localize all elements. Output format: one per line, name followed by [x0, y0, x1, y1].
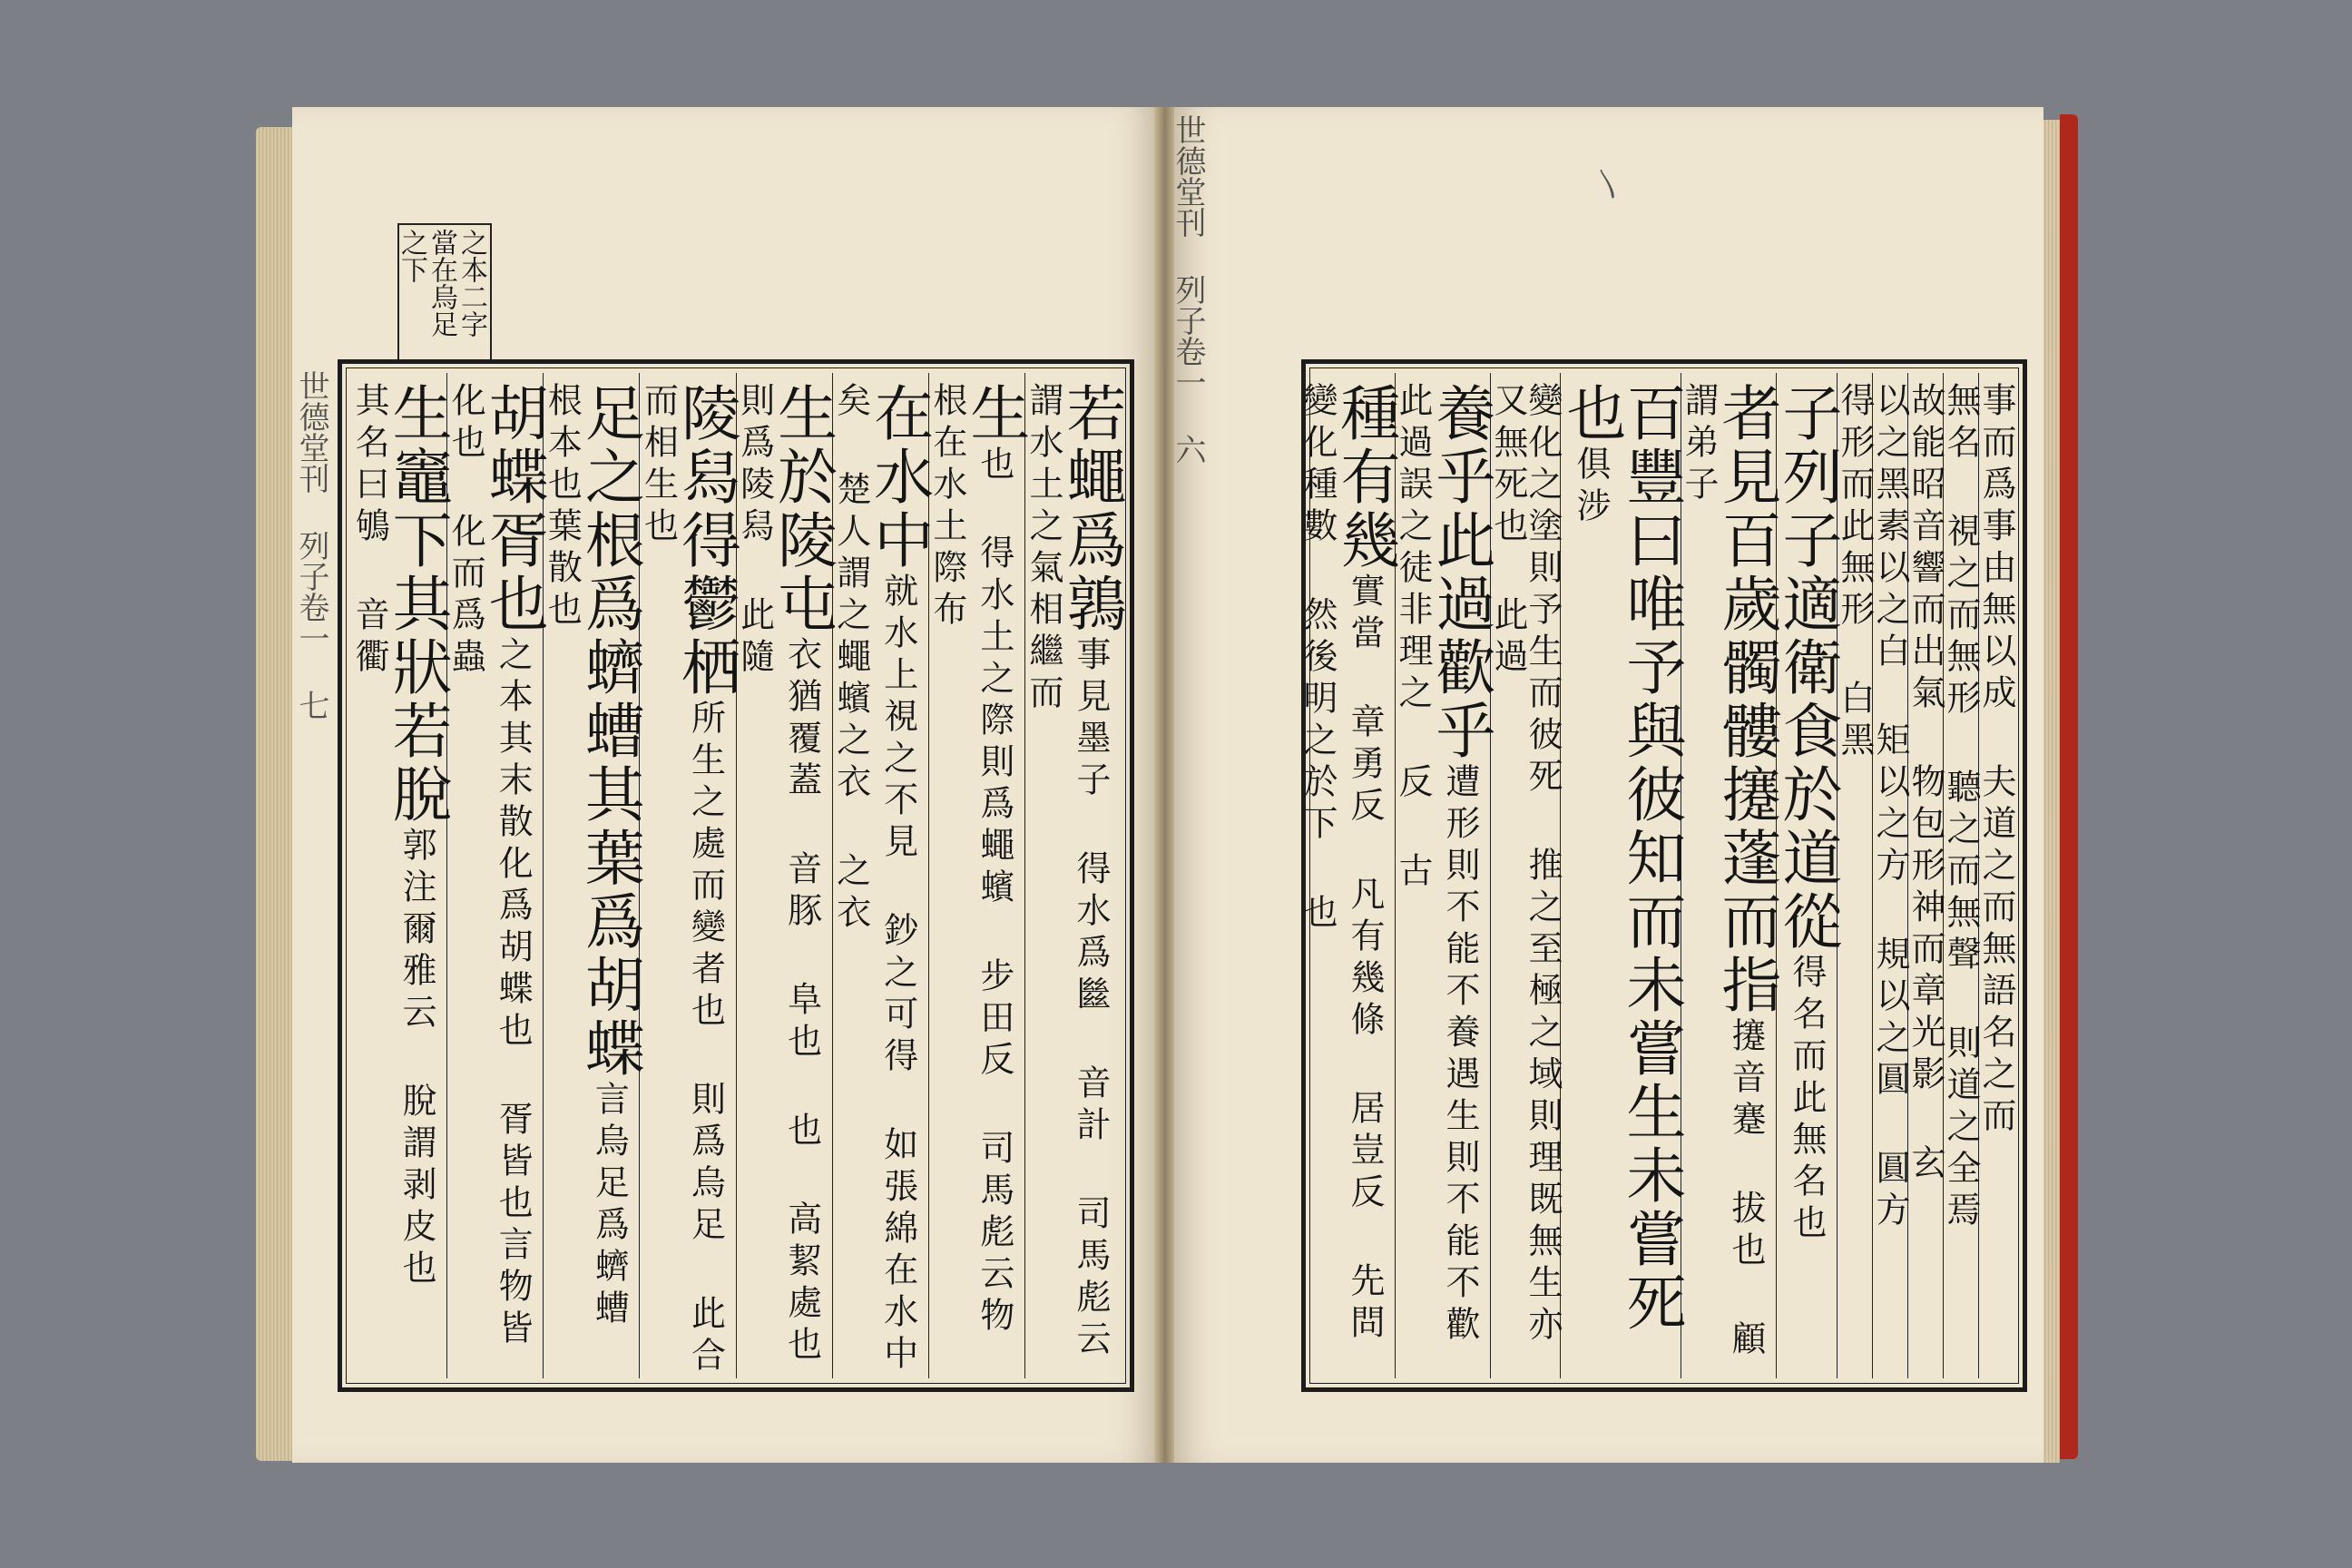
text-column [1941, 373, 1981, 1378]
commentary-text: 所生之處而變者也 則爲烏足 此合而相生也 [638, 382, 726, 1378]
center-label-right: 世德堂刊 列子卷一 六 [1170, 114, 1206, 465]
center-label-left: 世德堂刊 列子卷一 七 [293, 370, 329, 720]
commentary-text: 也 得水土之際則爲蠅蠙 步田反 司馬彪云物根在水土際布 [926, 382, 1014, 1338]
main-text: 子列子適衛食於道從 [1772, 382, 1842, 954]
text-column [926, 373, 1030, 1378]
text-column [542, 373, 645, 1378]
commentary-text: 俱涉 [1571, 446, 1611, 529]
commentary-text: 事見墨子 得水爲㡭 音計 司馬彪云謂水土之氣相繼而 [1024, 382, 1111, 1362]
text-column [1393, 373, 1495, 1378]
left-page [292, 107, 1156, 1463]
red-cover-edge [2060, 114, 2078, 1459]
main-text: 種有幾 [1330, 382, 1400, 573]
corner-mark: 〵 [1593, 169, 1624, 205]
main-text: 若蠅爲鶉 [1056, 382, 1126, 636]
text-column [734, 373, 838, 1378]
commentary-text: 之本其末散化爲胡蝶也 胥皆也言物皆化也 化而爲蟲 [446, 382, 534, 1351]
text-column [1978, 373, 2014, 1378]
text-column [1298, 373, 1400, 1378]
text-column [1488, 373, 1563, 1378]
commentary-text: 事而爲事由無以成 夫道之而無語名之而 [1976, 382, 2016, 1139]
commentary-text: 實當 章勇反 凡有幾條 居豈反 先問變化種數 然後明之於下 也 [1298, 382, 1385, 1346]
page-edges-right [2042, 120, 2060, 1463]
columns-right [1298, 373, 2016, 1378]
open-book [256, 102, 2089, 1481]
main-text: 生竈下其狀若脫 [382, 382, 453, 827]
text-column [830, 373, 934, 1378]
main-text: 生於陵屯 [767, 382, 838, 636]
commentary-text: 遭形則不能不養遇生則不能不歡 此過誤之徒非理之 反 古 [1393, 382, 1480, 1348]
text-column [1024, 373, 1126, 1378]
commentary-text: 郭注爾雅云 脫謂剥皮也 其名曰鴝 音衢 [349, 382, 437, 1291]
commentary-text: 攓音蹇 拔也 顧謂弟子 [1679, 382, 1766, 1362]
commentary-text: 得形而此無形 白黑 [1835, 382, 1875, 763]
commentary-text: 以之黑素以之白 矩以之方 規以之圓 圓方 [1870, 382, 1910, 1233]
main-text: 胡蝶胥也 [478, 382, 549, 636]
commentary-text: 無名 視之而無形 聽之而無聲 則道之全焉 [1941, 382, 1981, 1233]
text-column [1679, 373, 1781, 1378]
text-column [1907, 373, 1943, 1378]
main-text: 百豐曰唯予與彼知而未嘗生未嘗死也 [1556, 382, 1686, 1335]
commentary-text: 言烏足爲蠐螬 根本也葉散也 [542, 382, 630, 1331]
main-text: 生 [959, 382, 1030, 446]
commentary-text: 就水上視之不見 鈔之可得 如張綿在水中矣 楚人謂之蠅蠙之衣 之衣 [830, 382, 918, 1377]
commentary-text: 故能昭音響而出氣 物包形神而章光影 玄 [1906, 382, 1945, 1186]
text-column [349, 373, 453, 1378]
main-text: 陵舄得鬱栖 [671, 382, 741, 700]
main-text: 在水中 [863, 382, 934, 573]
commentary-text: 得名而此無名也 [1787, 954, 1827, 1246]
text-column [1556, 373, 1686, 1378]
text-column [1772, 373, 1842, 1378]
text-column [1870, 373, 1910, 1378]
text-frame-left [338, 359, 1134, 1392]
main-text: 者見百歲髑髏攓蓬而指 [1711, 382, 1781, 1017]
text-frame-right [1298, 359, 2027, 1392]
commentary-text: 變化之塗則予生而彼死 推之至極之域則理既無生亦又無死也 此過 [1488, 382, 1563, 1348]
text-column [446, 373, 549, 1378]
margin-note: 之本二字當在烏足之下 [397, 223, 492, 359]
columns-left [349, 373, 1126, 1378]
commentary-text: 衣猶覆蓋 音豚 阜也 也 高絜處也 則爲陵舄 此隨 [734, 382, 822, 1367]
right-page [1170, 107, 2043, 1463]
main-text: 足之根爲蠐螬其葉爲胡蝶 [574, 382, 645, 1081]
main-text: 養乎此過歡乎 [1426, 382, 1495, 763]
text-column [638, 373, 741, 1378]
